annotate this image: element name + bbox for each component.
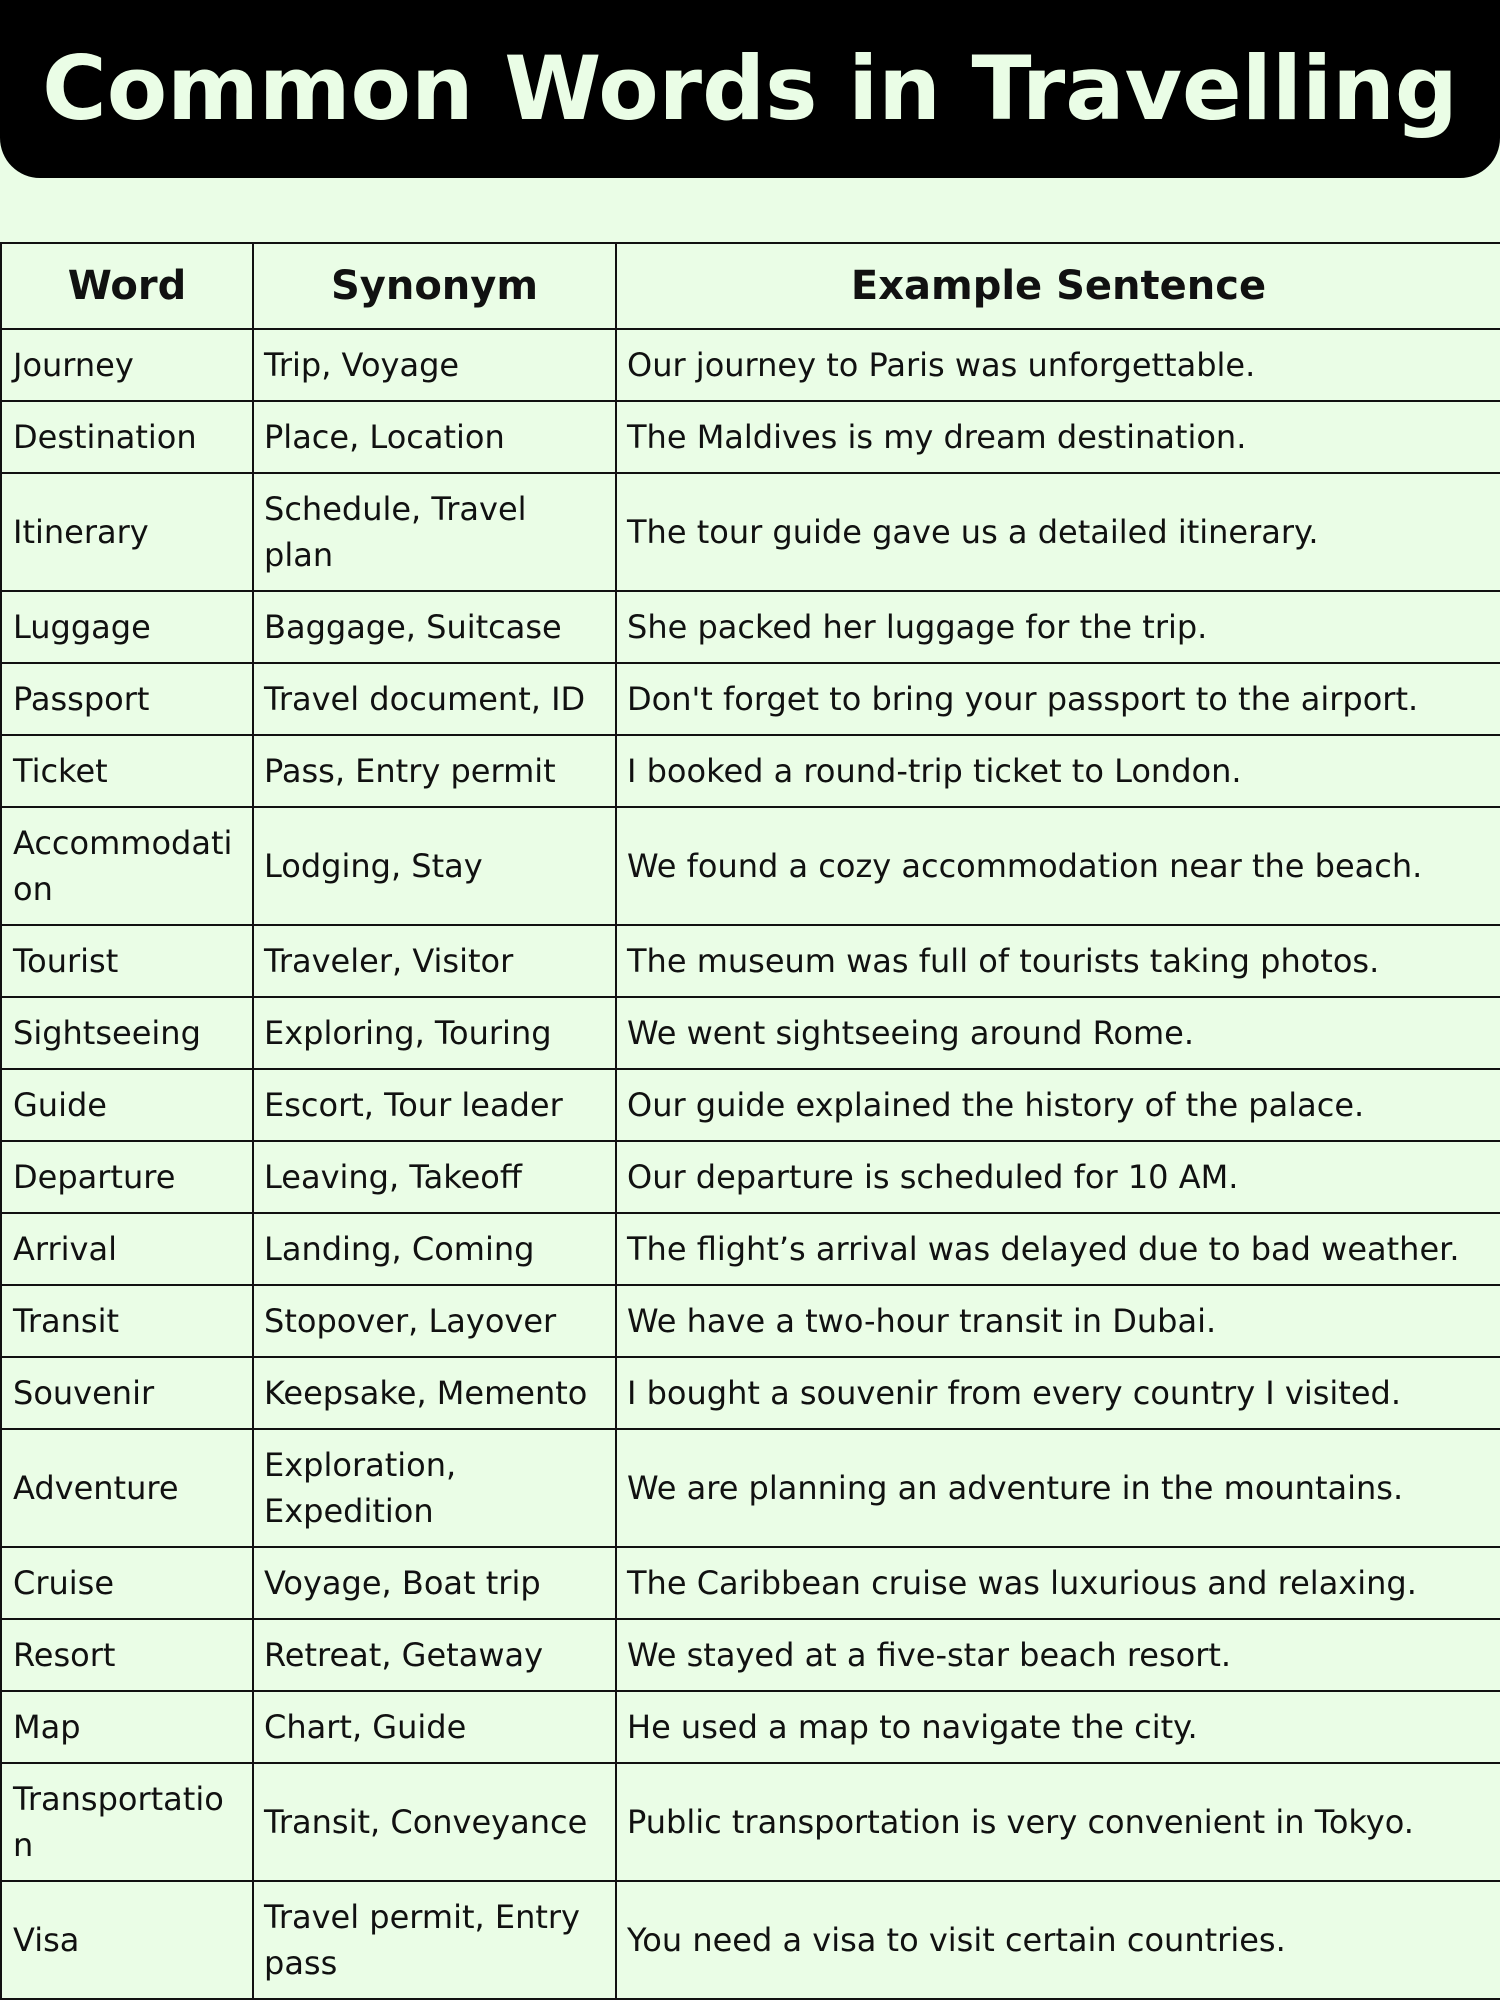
synonym-cell: Travel permit, Entry pass [253,1881,616,1999]
synonym-cell: Escort, Tour leader [253,1069,616,1141]
example-cell: We have a two-hour transit in Dubai. [616,1285,1500,1357]
synonym-cell: Landing, Coming [253,1213,616,1285]
table-row [1,1357,1500,1429]
example-cell: The flight’s arrival was delayed due to bad weather. [616,1213,1500,1285]
table-row [1,1691,1500,1763]
table-row [1,1547,1500,1619]
table-row [1,807,1500,925]
example-cell: You need a visa to visit certain countries. [616,1881,1500,1999]
word-cell: Map [1,1691,253,1763]
synonym-cell: Exploration, Expedition [253,1429,616,1547]
word-cell: Destination [1,401,253,473]
column-header-synonym: Synonym [253,243,616,329]
example-cell: She packed her luggage for the trip. [616,591,1500,663]
word-cell: Sightseeing [1,997,253,1069]
example-cell: We are planning an adventure in the mountains. [616,1429,1500,1547]
table-row [1,1069,1500,1141]
synonym-cell: Chart, Guide [253,1691,616,1763]
table-row [1,1285,1500,1357]
synonym-cell: Trip, Voyage [253,329,616,401]
table-row [1,1763,1500,1881]
table-row [1,591,1500,663]
table-row [1,1619,1500,1691]
word-cell: Guide [1,1069,253,1141]
synonym-cell: Place, Location [253,401,616,473]
word-cell: Ticket [1,735,253,807]
example-cell: I bought a souvenir from every country I visited. [616,1357,1500,1429]
synonym-cell: Retreat, Getaway [253,1619,616,1691]
page-title: Common Words in Travelling [42,37,1458,140]
example-cell: We went sightseeing around Rome. [616,997,1500,1069]
synonym-cell: Voyage, Boat trip [253,1547,616,1619]
example-cell: We stayed at a five-star beach resort. [616,1619,1500,1691]
title-banner [0,0,1500,178]
word-cell: Journey [1,329,253,401]
word-cell: Departure [1,1141,253,1213]
word-cell: Visa [1,1881,253,1999]
word-cell: Cruise [1,1547,253,1619]
synonym-cell: Travel document, ID [253,663,616,735]
word-cell: Accommodation [1,807,253,925]
synonym-cell: Keepsake, Memento [253,1357,616,1429]
table-row [1,1881,1500,1999]
column-header-example: Example Sentence [616,243,1500,329]
table-row [1,473,1500,591]
table-row [1,1141,1500,1213]
word-cell: Tourist [1,925,253,997]
table-row [1,735,1500,807]
word-cell: Resort [1,1619,253,1691]
table-row [1,925,1500,997]
word-cell: Adventure [1,1429,253,1547]
example-cell: Don't forget to bring your passport to the airport. [616,663,1500,735]
table-row [1,401,1500,473]
table-row [1,1213,1500,1285]
example-cell: Public transportation is very convenient in Tokyo. [616,1763,1500,1881]
table-body [1,329,1500,1999]
synonym-cell: Traveler, Visitor [253,925,616,997]
table-row [1,997,1500,1069]
word-cell: Arrival [1,1213,253,1285]
example-cell: Our guide explained the history of the palace. [616,1069,1500,1141]
example-cell: Our journey to Paris was unforgettable. [616,329,1500,401]
column-header-word: Word [1,243,253,329]
word-cell: Transit [1,1285,253,1357]
word-cell: Passport [1,663,253,735]
word-cell: Itinerary [1,473,253,591]
vocabulary-table [0,242,1500,2000]
example-cell: Our departure is scheduled for 10 AM. [616,1141,1500,1213]
synonym-cell: Baggage, Suitcase [253,591,616,663]
example-cell: The museum was full of tourists taking photos. [616,925,1500,997]
table-row [1,1429,1500,1547]
word-cell: Luggage [1,591,253,663]
example-cell: We found a cozy accommodation near the beach. [616,807,1500,925]
example-cell: The Caribbean cruise was luxurious and relaxing. [616,1547,1500,1619]
synonym-cell: Leaving, Takeoff [253,1141,616,1213]
synonym-cell: Lodging, Stay [253,807,616,925]
synonym-cell: Pass, Entry permit [253,735,616,807]
example-cell: I booked a round-trip ticket to London. [616,735,1500,807]
table-row [1,663,1500,735]
table-row [1,329,1500,401]
example-cell: The tour guide gave us a detailed itinerary. [616,473,1500,591]
table-header-row [1,243,1500,329]
word-cell: Transportation [1,1763,253,1881]
example-cell: The Maldives is my dream destination. [616,401,1500,473]
synonym-cell: Schedule, Travel plan [253,473,616,591]
synonym-cell: Stopover, Layover [253,1285,616,1357]
synonym-cell: Transit, Conveyance [253,1763,616,1881]
example-cell: He used a map to navigate the city. [616,1691,1500,1763]
synonym-cell: Exploring, Touring [253,997,616,1069]
word-cell: Souvenir [1,1357,253,1429]
